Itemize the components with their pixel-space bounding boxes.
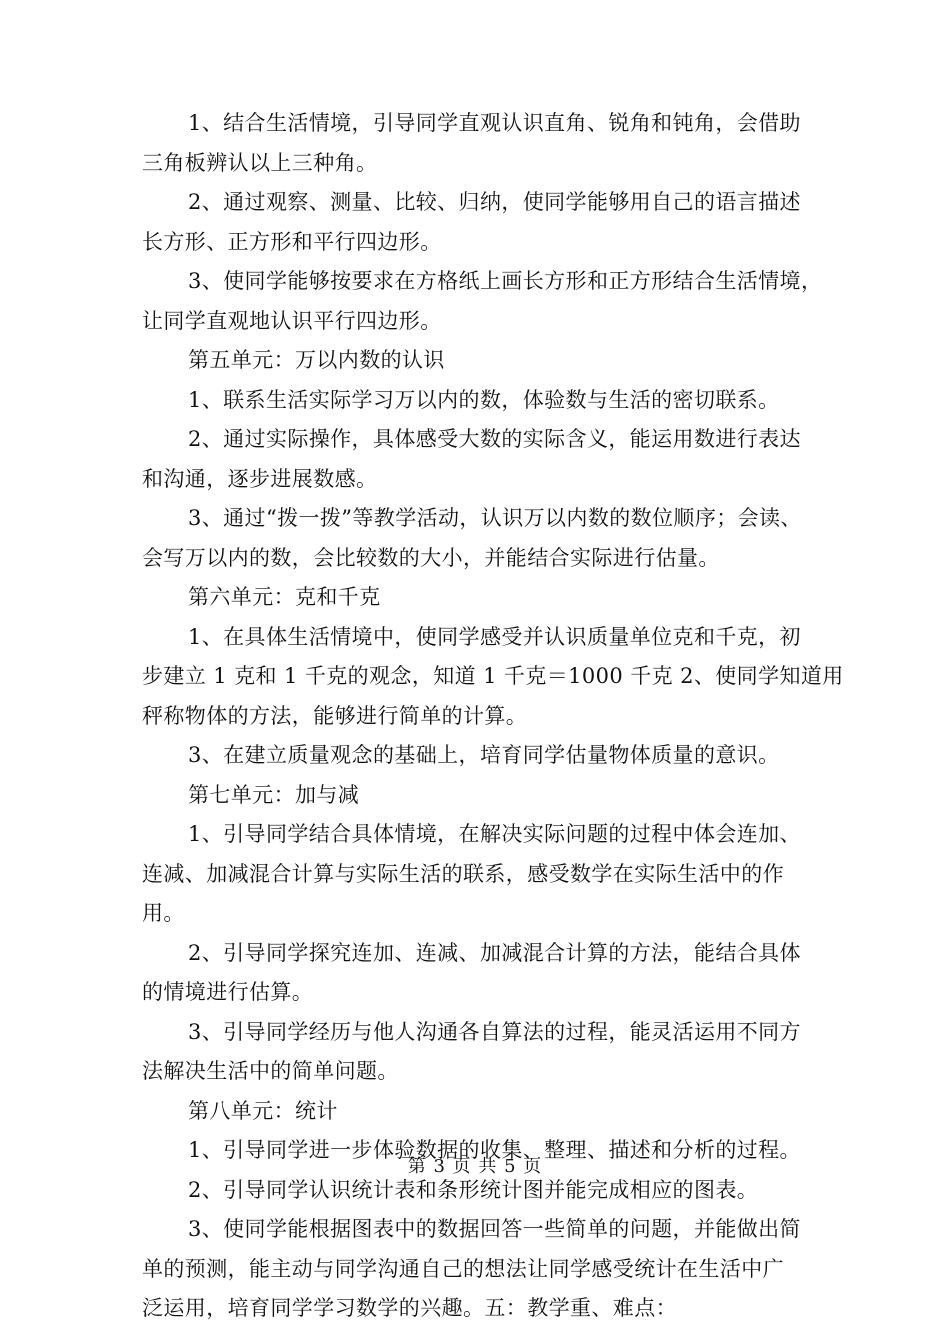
paragraph-line: 秤称物体的方法，能够进行简单的计算。 — [142, 703, 528, 728]
paragraph-line: 2、通过实际操作，具体感受大数的实际含义，能运用数进行表达 — [188, 427, 801, 451]
document-body — [142, 104, 844, 1329]
paragraph-line: 和沟通，逐步进展数感。 — [142, 466, 378, 491]
paragraph-line: 法解决生活中的简单问题。 — [142, 1059, 399, 1083]
paragraph-line: 1、联系生活实际学习万以内的数，体验数与生活的密切联系。 — [188, 387, 780, 412]
paragraph-line: 让同学直观地认识平行四边形。 — [142, 308, 442, 333]
paragraph-line: 2、通过观察、测量、比较、归纳，使同学能够用自己的语言描述 — [188, 190, 801, 214]
section-heading: 第六单元：克和千克 — [188, 585, 381, 609]
paragraph-line: 1、引导同学结合具体情境，在解决实际问题的过程中体会连加、 — [188, 822, 801, 846]
paragraph-line: 1、引导同学进一步体验数据的收集、整理、描述和分析的过程。 — [188, 1138, 801, 1162]
page-number-footer: 第 3 页 共 5 页 — [407, 1156, 543, 1177]
paragraph-line: 3、引导同学经历与他人沟通各自算法的过程，能灵活运用不同方 — [188, 1019, 801, 1044]
paragraph-line: 2、引导同学认识统计表和条形统计图并能完成相应的图表。 — [188, 1177, 759, 1202]
paragraph-line: 步建立 1 克和 1 千克的观念，知道 1 千克＝1000 千克 2、使同学知道用 — [142, 664, 844, 688]
paragraph-line: 3、在建立质量观念的基础上，培育同学估量物体质量的意识。 — [188, 743, 780, 767]
paragraph-line: 1、结合生活情境，引导同学直观认识直角、锐角和钝角，会借助 — [188, 111, 801, 135]
paragraph-line: 1、在具体生活情境中，使同学感受并认识质量单位克和千克，初 — [188, 624, 801, 649]
paragraph-line: 3、通过“拨一拨”等教学活动，认识万以内数的数位顺序；会读、 — [188, 506, 802, 530]
paragraph-line: 长方形、正方形和平行四边形。 — [142, 229, 442, 254]
paragraph-line: 的情境进行估算。 — [142, 980, 314, 1004]
paragraph-line: 3、使同学能够按要求在方格纸上画长方形和正方形结合生活情境， — [188, 269, 823, 293]
paragraph-line: 2、引导同学探究连加、连减、加减混合计算的方法，能结合具体 — [188, 940, 801, 965]
paragraph-line: 三角板辨认以上三种角。 — [142, 150, 378, 175]
paragraph-line: 泛运用，培育同学学习数学的兴趣。五：教学重、难点： — [142, 1296, 677, 1320]
section-heading: 第八单元：统计 — [188, 1098, 338, 1123]
paragraph-line: 单的预测，能主动与同学沟通自己的想法让同学感受统计在生活中广 — [142, 1256, 784, 1281]
paragraph-line: 3、使同学能根据图表中的数据回答一些简单的问题，并能做出简 — [188, 1217, 801, 1241]
paragraph-line: 会写万以内的数，会比较数的大小，并能结合实际进行估量。 — [142, 545, 720, 570]
paragraph-line: 连减、加减混合计算与实际生活的联系，感受数学在实际生活中的作 — [142, 861, 784, 886]
paragraph-line: 用。 — [142, 901, 185, 925]
section-heading: 第七单元：加与减 — [188, 782, 360, 807]
section-heading: 第五单元：万以内数的认识 — [188, 348, 445, 372]
